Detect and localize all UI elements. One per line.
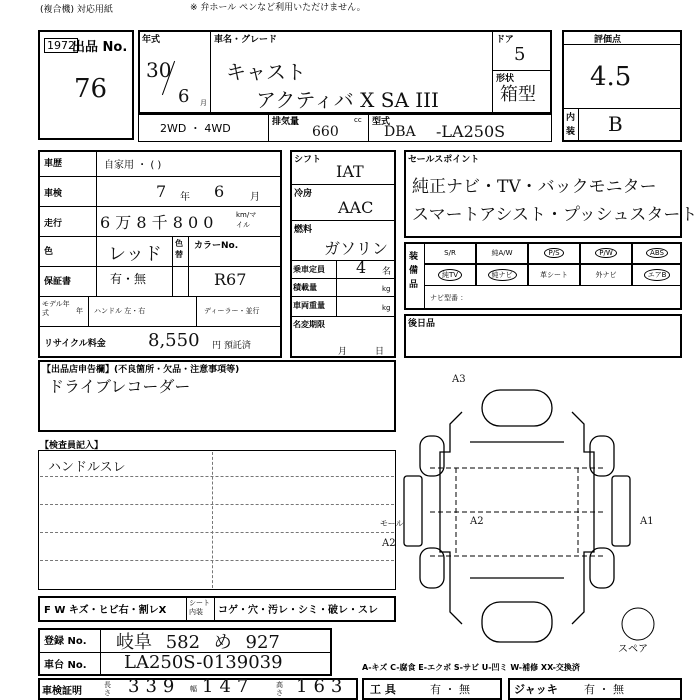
registration-value: 岐阜 582 め 927 [116, 632, 280, 653]
equip-pw: P/W [580, 242, 632, 264]
type-code: -LA250S [436, 122, 506, 141]
seat-label: シート内装 [189, 599, 210, 616]
month-unit: 月 [200, 99, 207, 107]
mark-a2-moal: A2 [382, 538, 396, 549]
equip-tv: 純TV [424, 264, 476, 286]
mileage-value: 6 万 8 千 8 0 0 [100, 213, 214, 232]
color-code-label: カラーNo. [194, 241, 239, 251]
dealer-report-value: ドライブレコーダー [48, 377, 191, 396]
moal-label: モール [380, 519, 404, 528]
load-unit: kg [382, 285, 391, 293]
name-change-unit: 月日 [338, 347, 413, 357]
seat-text: コゲ・穴・汚レ・シミ・破レ・スレ [218, 605, 378, 616]
type-prefix: DBA [384, 124, 416, 140]
equip-navi: 純ナビ [476, 264, 528, 286]
equip-sr: S/R [424, 242, 476, 264]
ac-value: AAC [338, 198, 374, 217]
weight-unit: kg [382, 304, 391, 312]
registration-label: 登録 No. [44, 636, 87, 647]
warranty-label: 保証書 [44, 277, 72, 287]
model-grade: アクティバ X SA III [256, 88, 439, 112]
history-label: 車歴 [44, 159, 63, 169]
door-label: ドア [496, 35, 514, 45]
form-title: (複合機) 対応用紙 [40, 5, 113, 15]
dealer-report-label: 【出品店申告欄】(不良箇所・欠品・注意事項等) [42, 365, 240, 375]
certificate-label: 車検証明 [42, 686, 82, 697]
equip-aw: 純A/W [476, 242, 528, 264]
jack-value: 有 ・ 無 [584, 683, 624, 696]
inspection-year-unit: 年 [180, 192, 190, 203]
jack-label: ジャッキ [514, 683, 558, 696]
length-label: 長さ [104, 681, 111, 697]
mark-a1-right: A1 [640, 516, 654, 527]
dealer-field: ディーラー・並行 [204, 307, 260, 315]
inspection-month: 6 [214, 182, 225, 201]
recycle-value: 8,550 [148, 330, 200, 351]
model-name: キャスト [226, 60, 306, 84]
model-label: 車名・グレード [214, 35, 278, 45]
capacity-value: 4 [356, 258, 367, 277]
fw-text: F W キズ・ヒビ右・割レX [44, 605, 167, 616]
recycle-unit: 円 預託済 [212, 341, 251, 351]
sales-line1: 純正ナビ・TV・バックモニター [412, 177, 657, 197]
color-label: 色 [44, 247, 54, 257]
lot-number: 76 [74, 74, 108, 104]
rear-items-box [404, 314, 682, 358]
width-value: 147 [202, 676, 255, 697]
name-change-label: 名変期限 [293, 320, 325, 329]
year-month: 6 [178, 86, 190, 107]
height-label: 高さ [276, 681, 283, 697]
width-label: 幅 [190, 685, 197, 693]
handle-field: ハンドル 左・右 [94, 307, 146, 315]
equipment-label: 装備品 [409, 252, 419, 290]
inspection-month-unit: 月 [250, 192, 260, 203]
height-value: 163 [296, 676, 349, 697]
lot-label: 出品 No. [72, 40, 128, 55]
year-era: 30 [146, 58, 172, 82]
interior-value: B [608, 112, 623, 136]
drive-text: 2WD ・ 4WD [160, 122, 231, 135]
tools-value: 有 ・ 無 [430, 683, 470, 696]
equip-ps: P/S [528, 242, 580, 264]
ac-label: 冷房 [294, 189, 313, 199]
mark-a3-label: A3 [452, 374, 466, 385]
damage-legend: A-キズ C-腐食 E-エクボ S-サビ U-凹ミ W-補修 XX-交換済 [362, 663, 580, 672]
navi-model-label: ナビ型番 ： [430, 294, 468, 302]
fuel-value: ガソリン [324, 239, 389, 258]
rear-items-label: 後日品 [408, 319, 436, 329]
equip-ext-navi: 外ナビ [580, 264, 632, 286]
cc-unit: cc [354, 116, 362, 124]
inspection-year: 7 [156, 182, 167, 201]
lot-stamp: 1972 [44, 38, 78, 53]
chassis-value: LA250S-0139039 [124, 652, 283, 673]
tools-label: 工 具 [370, 683, 396, 696]
model-year-unit: 年 [76, 307, 83, 315]
displacement-label: 排気量 [272, 117, 300, 127]
recycle-label: リサイクル料金 [44, 339, 106, 349]
history-value: 自家用 ・ ( ) [104, 160, 162, 171]
color-change-label: 色替 [175, 239, 183, 259]
inspector-value: ハンドルスレ [48, 460, 126, 475]
equip-leather: 革シート [528, 264, 580, 286]
fuel-label: 燃料 [294, 225, 313, 235]
header-note: ※ 弁ホール ペンなど利用いただけません。 [190, 3, 366, 13]
sales-label: セールスポイント [408, 155, 480, 165]
score-label: 評価点 [594, 35, 622, 45]
spare-tire-label: スペア [618, 644, 648, 655]
year-label: 年式 [142, 35, 161, 45]
capacity-label: 乗車定員 [293, 265, 325, 274]
capacity-unit: 名 [382, 267, 392, 277]
shift-label: シフト [294, 155, 322, 165]
equip-abs: ABS [632, 242, 682, 264]
shift-value: IAT [336, 162, 364, 181]
score-value: 4.5 [590, 62, 632, 92]
displacement-value: 660 [312, 124, 339, 140]
equip-airbag: エアB [632, 264, 682, 286]
warranty-value: 有・無 [110, 272, 147, 286]
sales-line2: スマートアシスト・プッシュスタート [412, 205, 698, 225]
weight-label: 車両重量 [293, 301, 325, 310]
model-year-label: モデル年式 [42, 300, 70, 317]
type-label: 型式 [372, 117, 391, 127]
door-value: 5 [514, 44, 526, 65]
inspection-label: 車検 [44, 189, 63, 199]
interior-label: 内装 [566, 113, 576, 137]
load-label: 積載量 [293, 283, 317, 292]
mark-a2-left: A2 [470, 516, 484, 527]
color-value: レッド [108, 244, 162, 265]
shape-label: 形状 [496, 74, 515, 84]
mileage-label: 走行 [44, 219, 63, 229]
color-code: R67 [214, 270, 247, 289]
chassis-label: 車台 No. [44, 660, 87, 671]
length-value: 339 [128, 676, 181, 697]
inspector-label: 【検査員記入】 [40, 441, 104, 451]
mileage-unit: km/マイル [236, 211, 257, 229]
shape-value: 箱型 [500, 84, 536, 105]
